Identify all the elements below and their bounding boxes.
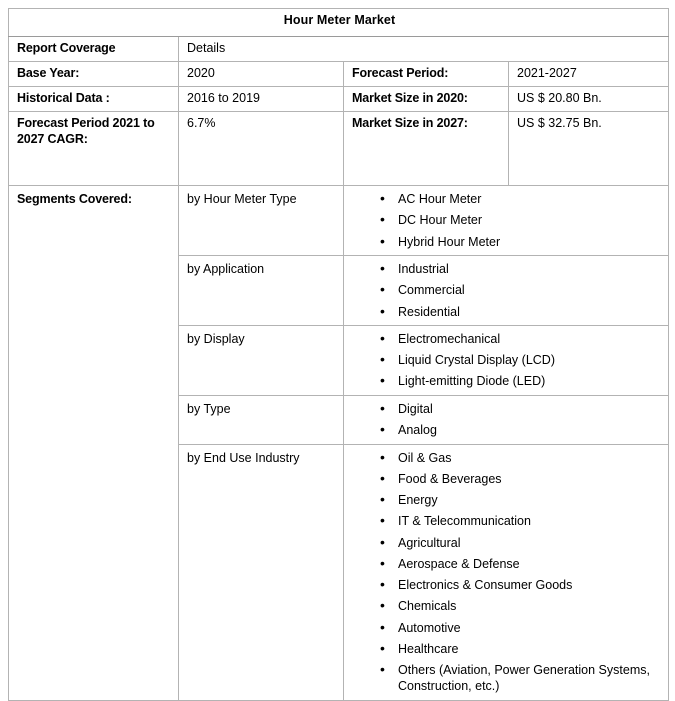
table-row xyxy=(9,37,669,62)
segment-category-hour-meter-type: by Hour Meter Type xyxy=(179,186,344,256)
market-report-table-container xyxy=(8,8,668,701)
list-item: • Hybrid Hour Meter xyxy=(380,234,662,250)
segment-category-end-use-industry: by End Use Industry xyxy=(179,444,344,700)
list-item: • Aerospace & Defense xyxy=(380,556,662,572)
segment-category-display: by Display xyxy=(179,325,344,395)
table-row xyxy=(9,62,669,87)
market-size-2020-label: Market Size in 2020: xyxy=(344,87,509,112)
list-item: • Healthcare xyxy=(380,641,662,657)
segment-category-type: by Type xyxy=(179,395,344,444)
list-item: • Oil & Gas xyxy=(380,450,662,466)
list-item: • Digital xyxy=(380,401,662,417)
report-coverage-label: Report Coverage xyxy=(9,37,179,62)
segment-items-type xyxy=(344,395,669,444)
cagr-label: Forecast Period 2021 to 2027 CAGR: xyxy=(9,112,179,186)
list-item: • Energy xyxy=(380,492,662,508)
segment-items-application xyxy=(344,256,669,326)
list-item: • Light-emitting Diode (LED) xyxy=(380,373,662,389)
list-item: • Liquid Crystal Display (LCD) xyxy=(380,352,662,368)
list-item: • Food & Beverages xyxy=(380,471,662,487)
list-item: • Automotive xyxy=(380,620,662,636)
market-size-2020-value: US $ 20.80 Bn. xyxy=(509,87,669,112)
bullet-list xyxy=(352,261,662,320)
bullet-list xyxy=(352,331,662,390)
historical-data-label: Historical Data : xyxy=(9,87,179,112)
list-item: • IT & Telecommunication xyxy=(380,513,662,529)
historical-data-value: 2016 to 2019 xyxy=(179,87,344,112)
list-item: • Commercial xyxy=(380,282,662,298)
list-item: • DC Hour Meter xyxy=(380,212,662,228)
market-size-2027-label: Market Size in 2027: xyxy=(344,112,509,186)
segment-category-application: by Application xyxy=(179,256,344,326)
table-row xyxy=(9,186,669,256)
bullet-list xyxy=(352,450,662,695)
bullet-list xyxy=(352,191,662,250)
list-item: • Electronics & Consumer Goods xyxy=(380,577,662,593)
list-item: • Electromechanical xyxy=(380,331,662,347)
list-item: • Others (Aviation, Power Generation Systems, Construction, etc.) xyxy=(380,662,662,695)
table-title: Hour Meter Market xyxy=(9,9,669,37)
list-item: • Chemicals xyxy=(380,598,662,614)
base-year-label: Base Year: xyxy=(9,62,179,87)
forecast-period-label: Forecast Period: xyxy=(344,62,509,87)
segment-items-end-use-industry xyxy=(344,444,669,700)
segments-covered-label: Segments Covered: xyxy=(9,186,179,701)
list-item: • Analog xyxy=(380,422,662,438)
report-coverage-value: Details xyxy=(179,37,669,62)
base-year-value: 2020 xyxy=(179,62,344,87)
table-row xyxy=(9,112,669,186)
list-item: • Industrial xyxy=(380,261,662,277)
table-row xyxy=(9,9,669,37)
segment-items-hour-meter-type xyxy=(344,186,669,256)
segment-items-display xyxy=(344,325,669,395)
cagr-value: 6.7% xyxy=(179,112,344,186)
forecast-period-value: 2021-2027 xyxy=(509,62,669,87)
table-row xyxy=(9,87,669,112)
market-size-2027-value: US $ 32.75 Bn. xyxy=(509,112,669,186)
list-item: • Residential xyxy=(380,304,662,320)
list-item: • AC Hour Meter xyxy=(380,191,662,207)
hour-meter-market-table xyxy=(8,8,669,701)
list-item: • Agricultural xyxy=(380,535,662,551)
bullet-list xyxy=(352,401,662,439)
